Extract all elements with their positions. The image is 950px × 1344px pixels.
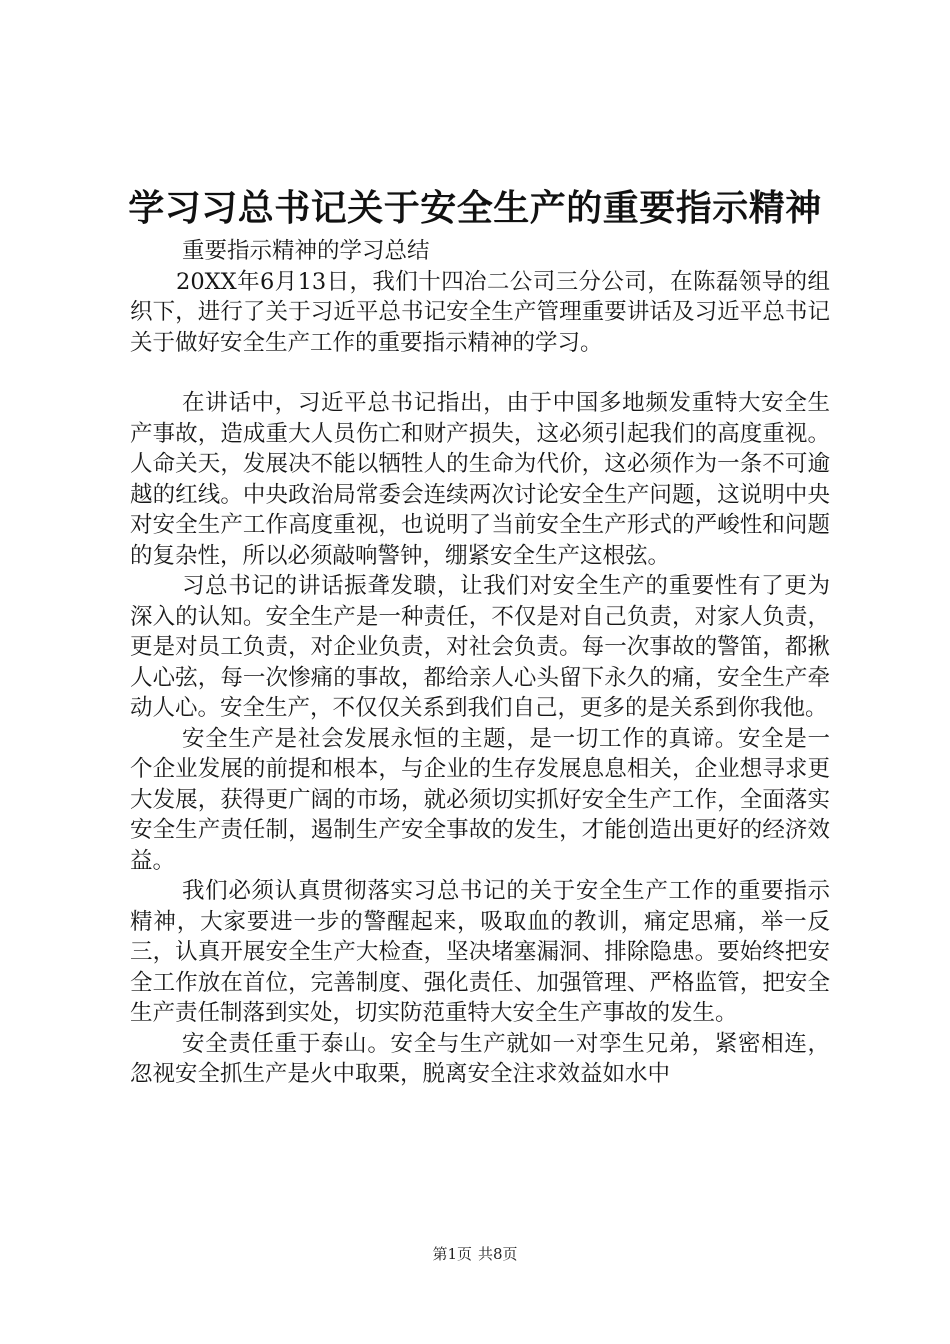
paragraph: 安全生产是社会发展永恒的主题，是一切工作的真谛。安全是一个企业发展的前提和根本，与企业的生存发展息息相关，企业想寻求更大发展，获得更广阔的市场，就必须切实抓好安全生产工作，全面落实安全生产责任制，遏制生产安全事故的发生，才能创造出更好的经济效益。: [130, 725, 830, 874]
paragraph: 我们必须认真贯彻落实习总书记的关于安全生产工作的重要指示精神，大家要进一步的警醒起来，吸取血的教训，痛定思痛，举一反三，认真开展安全生产大检查，坚决堵塞漏洞、排除隐患。要始终把安全工作放在首位，完善制度、强化责任、加强管理、严格监管，把安全生产责任制落到实处，切实防范重特大安全生产事故的发生。: [130, 878, 830, 1026]
page-number: 第1页: [432, 1245, 472, 1263]
document-body: [130, 236, 830, 1090]
page-total: 共8页: [478, 1245, 518, 1263]
document-title: 学习习总书记关于安全生产的重要指示精神: [128, 187, 822, 229]
paragraph: 习总书记的讲话振聋发聩，让我们对安全生产的重要性有了更为深入的认知。安全生产是一种责任，不仅是对自己负责，对家人负责，更是对员工负责，对企业负责，对社会负责。每一次事故的警笛，都揪人心弦，每一次惨痛的事故，都给亲人心头留下永久的痛，安全生产牵动人心。安全生产，不仅仅关系到我们自己，更多的是关系到你我他。: [130, 573, 830, 721]
document-subtitle: 重要指示精神的学习总结: [182, 238, 430, 264]
page-footer: [0, 1244, 950, 1264]
paragraph-intro: 20XX年6月13日，我们十四冶二公司三分公司，在陈磊领导的组织下，进行了关于习近平总书记安全生产管理重要讲话及习近平总书记关于做好安全生产工作的重要指示精神的学习。: [130, 268, 830, 356]
paragraph-spacer: [130, 358, 830, 388]
paragraph: 安全责任重于泰山。安全与生产就如一对孪生兄弟，紧密相连，忽视安全抓生产是火中取栗，脱离安全注求效益如水中: [130, 1030, 830, 1087]
paragraph: 在讲话中，习近平总书记指出，由于中国多地频发重特大安全生产事故，造成重大人员伤亡和财产损失，这必须引起我们的高度重视。人命关天，发展决不能以牺牲人的生命为代价，这必须作为一条不可逾越的红线。中央政治局常委会连续两次讨论安全生产问题，这说明中央对安全生产工作高度重视，也说明了当前安全生产形式的严峻性和问题的复杂性，所以必须敲响警钟，绷紧安全生产这根弦。: [130, 390, 830, 569]
